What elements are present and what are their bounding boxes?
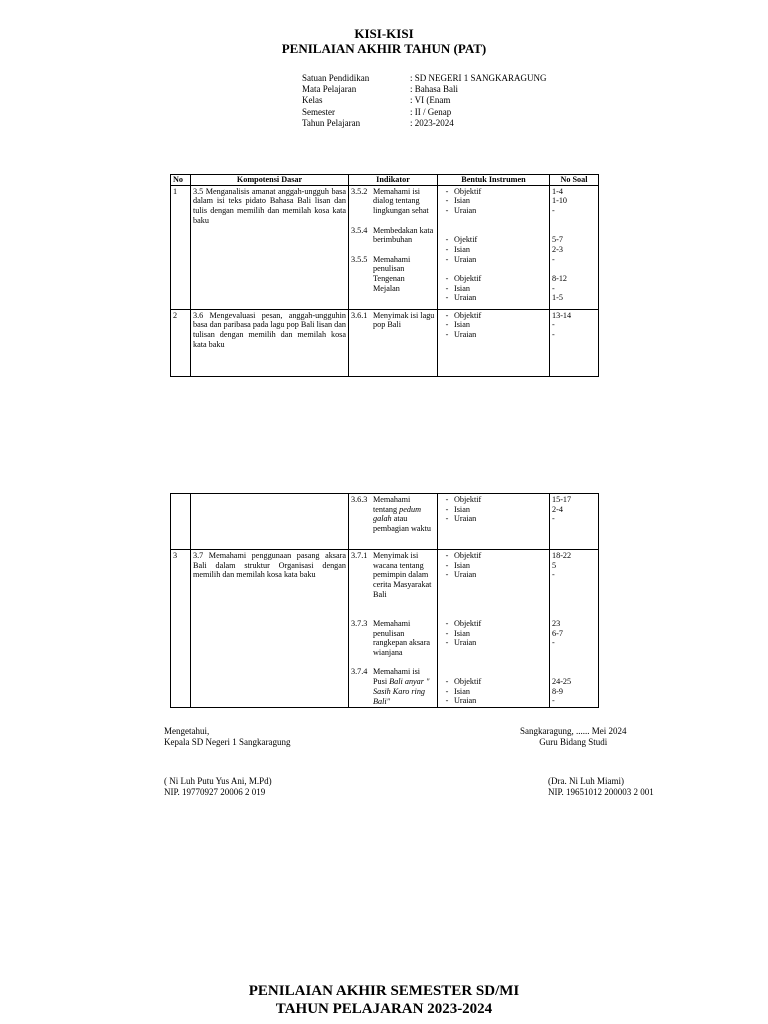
table-header-row (171, 175, 599, 186)
bentuk-item: Isian (454, 320, 470, 330)
bentuk-item: Objektif (454, 618, 482, 628)
indikator-text-part: Memahami tentang (373, 495, 411, 514)
kisi-table-part-1 (170, 174, 599, 377)
row-indikator (349, 185, 438, 309)
bentuk-item: Uraian (454, 330, 477, 340)
bentuk-item: Uraian (454, 570, 477, 580)
indikator-text: Membedakan kata berimbuhan (373, 225, 434, 245)
indikator-text-italic: pedum galah (373, 504, 421, 524)
bentuk-item: Isian (454, 628, 470, 638)
table-row (171, 309, 599, 376)
row-nosoal (550, 550, 599, 708)
kisi-table-part-2 (170, 493, 599, 708)
bentuk-item: Uraian (454, 293, 477, 303)
signature-right-line2: Guru Bidang Studi (539, 737, 608, 747)
soal-item: 23 (552, 618, 561, 628)
row-indikator (349, 494, 438, 550)
signature-left-nip: NIP. 19770927 20006 2 019 (164, 787, 266, 797)
soal-item: 18-22 (552, 551, 572, 560)
soal-item: - (552, 254, 555, 264)
signature-right (520, 726, 626, 748)
indikator-text (373, 495, 435, 534)
indikator-text-part: atau pembagian waktu (373, 514, 431, 534)
soal-item: 15-17 (552, 495, 572, 504)
row-bentuk: - Objektif - Isian - Uraian - Objektif - Isian - Uraian - Objektif - Isian - Uraian (438, 550, 550, 708)
row-bentuk: - Objektif - Isian - Uraian - Ojektif - Isian - Uraian - Objektif - Isian - Uraian (438, 185, 550, 309)
soal-item: - (552, 283, 555, 293)
bentuk-item: Uraian (454, 638, 477, 648)
soal-item: 2-3 (552, 244, 563, 254)
soal-item: 1-4 (552, 186, 563, 196)
bentuk-item: Uraian (454, 206, 477, 216)
meta-label: Tahun Pelajaran (302, 117, 361, 128)
indikator-number: 3.5.4 (351, 225, 368, 235)
bentuk-item: Uraian (454, 696, 477, 706)
meta-label: Satuan Pendidikan (302, 73, 370, 83)
meta-value: : II / Genap (410, 106, 452, 117)
row-nosoal (550, 185, 599, 309)
soal-item: - (552, 570, 555, 580)
bentuk-item: Objektif (454, 677, 482, 687)
meta-label: Semester (302, 106, 335, 117)
soal-item: - (552, 696, 555, 706)
row-kompetensi (191, 494, 349, 550)
soal-item: 8-9 (552, 686, 563, 696)
row-kompetensi: 3.5 Menganalisis amanat anggah-ungguh basa dalam isi teks pidato Bahasa Bali lisan dan tulis dengan memilih dan memilah kosa kata baku (191, 185, 349, 309)
signature-left (164, 726, 290, 748)
soal-item: - (552, 320, 555, 330)
meta-row-mapel (302, 84, 547, 95)
meta-row-semester (302, 107, 547, 118)
row-bentuk: - Objektif - Isian - Uraian (438, 494, 550, 550)
meta-value: : Bahasa Bali (410, 84, 458, 95)
bentuk-item: Ojektif (454, 235, 478, 245)
row-kompetensi: 3.7 Memahami penggunaan pasang aksara Bali dalam struktur Organisasi dengan memilih dan memilah kosa kata baku (191, 550, 349, 708)
indikator-number: 3.5.2 (351, 186, 368, 196)
signature-left-line1: Mengetahui, (164, 726, 210, 736)
soal-item: 1-5 (552, 293, 563, 303)
soal-item: 8-12 (552, 273, 568, 283)
row-no: 1 (171, 185, 191, 309)
bentuk-item: Isian (454, 283, 470, 293)
bentuk-item: Isian (454, 244, 470, 254)
bentuk-item: Uraian (454, 254, 477, 264)
bentuk-item: Objektif (454, 186, 482, 196)
bentuk-item: Objektif (454, 273, 482, 283)
signature-right-name: (Dra. Ni Luh Miami) (548, 776, 624, 786)
signature-left-name: ( Ni Luh Putu Yus Ani, M.Pd) (164, 776, 272, 786)
header-indikator: Indikator (349, 175, 438, 186)
row-indikator (349, 550, 438, 708)
indikator-text-part: Memahami isi Pusi (373, 667, 421, 687)
table-row (171, 550, 599, 708)
soal-item: - (552, 206, 555, 216)
indikator-text: Memahami penulisan rangkepan aksara wianjana (373, 618, 431, 657)
soal-item: - (552, 638, 555, 648)
meta-value: : SD NEGERI 1 SANGKARAGUNG (410, 73, 547, 83)
bentuk-item: Isian (454, 504, 470, 514)
indikator-number: 3.7.1 (351, 551, 368, 560)
row-no: 3 (171, 550, 191, 708)
soal-item: 24-25 (552, 677, 572, 687)
bentuk-item: Uraian (454, 514, 477, 524)
soal-item: - (552, 330, 555, 340)
signature-right-line1: Sangkaragung, ...... Mei 2024 (520, 726, 627, 736)
header-nosoal: No Soal (550, 175, 599, 186)
row-kompetensi: 3.6 Mengevaluasi pesan, anggah-ungguhin basa dan paribasa pada lagu pop Bali lisan dan tulisan dengan memilih dan memilah kosa kata baku (191, 309, 349, 376)
soal-item: 5-7 (552, 235, 563, 245)
indikator-number: 3.5.5 (351, 254, 368, 264)
soal-item: 2-4 (552, 504, 563, 514)
indikator-text: Menyimak isi lagu pop Bali (373, 310, 435, 330)
meta-row-satuan (302, 73, 547, 84)
indikator-number: 3.6.1 (351, 310, 368, 320)
bentuk-item: Isian (454, 196, 470, 206)
meta-value: : VI (Enam (410, 95, 451, 106)
bentuk-item: Objektif (454, 551, 482, 560)
soal-item: 13-14 (552, 310, 572, 320)
indikator-text (373, 667, 435, 706)
row-no (171, 494, 191, 550)
indikator-text-italic: Bali anyar " Sasih Karo ring Bali" (373, 677, 430, 706)
indikator-text: Memahami penulisan Tengenan Mejalan (373, 254, 411, 293)
row-no: 2 (171, 309, 191, 376)
signature-left-name-block (164, 776, 272, 798)
identity-block (302, 73, 547, 129)
signature-left-line2: Kepala SD Negeri 1 Sangkaragung (164, 737, 291, 747)
row-indikator (349, 309, 438, 376)
table-row (171, 494, 599, 550)
indikator-text: Memahami isi dialog tentang lingkungan sehat (373, 186, 429, 216)
signature-right-name-block (548, 776, 654, 798)
indikator-number: 3.7.4 (351, 667, 368, 677)
soal-item: 6-7 (552, 628, 563, 638)
meta-label: Mata Pelajaran (302, 84, 357, 95)
soal-item: - (552, 514, 555, 524)
row-bentuk: - Objektif - Isian - Uraian (438, 309, 550, 376)
bentuk-item: Objektif (454, 495, 482, 504)
bentuk-item: Isian (454, 686, 470, 696)
meta-row-tahun (302, 118, 547, 129)
header-bentuk: Bentuk Instrumen (438, 175, 550, 186)
indikator-number: 3.6.3 (351, 495, 368, 504)
bentuk-item: Isian (454, 560, 470, 570)
row-nosoal (550, 494, 599, 550)
bentuk-item: Objektif (454, 310, 482, 320)
signature-right-nip: NIP. 19651012 200003 2 001 (548, 787, 654, 797)
meta-value: : 2023-2024 (410, 117, 454, 128)
meta-row-kelas (302, 95, 547, 106)
indikator-number: 3.7.3 (351, 618, 368, 628)
soal-item: 1-10 (552, 196, 568, 206)
soal-item: 5 (552, 560, 557, 570)
header-kompetensi: Kompotensi Dasar (191, 175, 349, 186)
table-row (171, 185, 599, 309)
document-subtitle: PENILAIAN AKHIR TAHUN (PAT) (281, 41, 487, 56)
header-no: No (171, 175, 191, 186)
footer-line-1: PENILAIAN AKHIR SEMESTER SD/MI (248, 983, 520, 999)
indikator-text: Menyimak isi wacana tentang pemimpin dalam cerita Masyarakat Bali (373, 551, 432, 599)
row-nosoal (550, 309, 599, 376)
document-title: KISI-KISI (354, 26, 414, 41)
footer-line-2: TAHUN PELAJARAN 2023-2024 (275, 1001, 493, 1017)
meta-label: Kelas (302, 95, 323, 106)
